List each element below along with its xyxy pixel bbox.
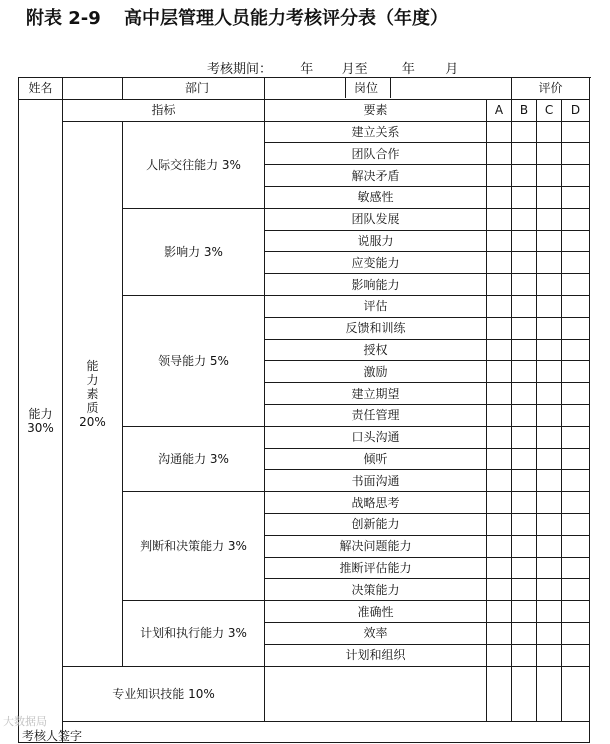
professional-element-cell	[265, 666, 487, 721]
rating-cell-d[interactable]	[562, 317, 590, 339]
rating-cell-d[interactable]	[562, 186, 590, 208]
signature-cell	[63, 721, 590, 743]
rating-cell-a[interactable]	[487, 383, 512, 405]
rating-cell-c[interactable]	[537, 492, 562, 514]
rating-cell-c[interactable]	[537, 644, 562, 666]
rating-cell-b[interactable]	[512, 426, 537, 448]
subcategory-char: 素	[86, 386, 99, 401]
element-cell: 决策能力	[265, 579, 487, 601]
element-cell: 计划和组织	[265, 644, 487, 666]
rating-cell-a[interactable]	[487, 361, 512, 383]
post-label-cell	[265, 78, 512, 100]
rating-cell-a[interactable]	[487, 513, 512, 535]
rating-cell-d[interactable]	[562, 339, 590, 361]
appendix-code: 附表 2-9	[26, 8, 101, 29]
element-cell: 口头沟通	[265, 426, 487, 448]
element-cell: 准确性	[265, 601, 487, 623]
element-row	[19, 121, 590, 143]
rating-cell-d[interactable]	[562, 383, 590, 405]
rating-cell-c[interactable]	[537, 361, 562, 383]
post-label: 岗位	[354, 81, 379, 96]
grade-header-b: B	[512, 99, 537, 121]
rating-cell-d[interactable]	[562, 666, 590, 721]
indicator-cell: 影响力 3%	[123, 208, 265, 295]
indicator-cell: 领导能力 5%	[123, 295, 265, 426]
rating-cell-d[interactable]	[562, 361, 590, 383]
element-cell: 推断评估能力	[265, 557, 487, 579]
rating-cell-a[interactable]	[487, 426, 512, 448]
period-month-2: 月	[445, 62, 459, 77]
rating-cell-c[interactable]	[537, 383, 562, 405]
evaluation-label: 评价	[512, 78, 590, 100]
rating-cell-c[interactable]	[537, 601, 562, 623]
indicator-header: 指标	[63, 99, 265, 121]
rating-cell-c[interactable]	[537, 448, 562, 470]
element-cell: 创新能力	[265, 513, 487, 535]
category-line-2: 30%	[27, 421, 54, 436]
rating-cell-b[interactable]	[512, 666, 537, 721]
department-value[interactable]	[265, 78, 346, 98]
rating-cell-c[interactable]	[537, 274, 562, 296]
rating-cell-b[interactable]	[512, 557, 537, 579]
period-month-1: 月至	[341, 62, 368, 77]
rating-cell-b[interactable]	[512, 208, 537, 230]
rating-cell-a[interactable]	[487, 186, 512, 208]
element-cell: 责任管理	[265, 404, 487, 426]
rating-cell-b[interactable]	[512, 535, 537, 557]
rating-cell-a[interactable]	[487, 535, 512, 557]
rating-cell-a[interactable]	[487, 317, 512, 339]
grade-header-c: C	[537, 99, 562, 121]
rating-cell-a[interactable]	[487, 165, 512, 187]
professional-skill-cell: 专业知识技能 10%	[63, 666, 265, 721]
rating-cell-d[interactable]	[562, 274, 590, 296]
grade-header-a: A	[487, 99, 512, 121]
subcategory-cell	[63, 121, 123, 666]
rating-cell-d[interactable]	[562, 448, 590, 470]
subcategory-char: 能	[86, 358, 99, 373]
rating-cell-d[interactable]	[562, 622, 590, 644]
rating-cell-b[interactable]	[512, 186, 537, 208]
rating-cell-a[interactable]	[487, 644, 512, 666]
element-cell: 建立期望	[265, 383, 487, 405]
element-cell: 效率	[265, 622, 487, 644]
department-label: 部门	[123, 78, 265, 100]
rating-cell-b[interactable]	[512, 622, 537, 644]
rating-cell-b[interactable]	[512, 274, 537, 296]
professional-row	[19, 666, 590, 721]
rating-cell-a[interactable]	[487, 666, 512, 721]
rating-cell-c[interactable]	[537, 557, 562, 579]
rating-cell-a[interactable]	[487, 339, 512, 361]
rating-cell-b[interactable]	[512, 513, 537, 535]
rating-cell-b[interactable]	[512, 644, 537, 666]
rating-cell-b[interactable]	[512, 317, 537, 339]
subcategory-char: 力	[86, 372, 99, 387]
element-cell: 应变能力	[265, 252, 487, 274]
rating-cell-c[interactable]	[537, 230, 562, 252]
rating-cell-d[interactable]	[562, 404, 590, 426]
rating-cell-b[interactable]	[512, 121, 537, 143]
rating-cell-b[interactable]	[512, 339, 537, 361]
rating-cell-c[interactable]	[537, 186, 562, 208]
post-value[interactable]	[390, 78, 511, 98]
rating-cell-b[interactable]	[512, 579, 537, 601]
period-label: 考核期间：	[207, 62, 273, 77]
element-cell: 激励	[265, 361, 487, 383]
rating-cell-c[interactable]	[537, 252, 562, 274]
element-header: 要素	[265, 99, 487, 121]
rating-cell-b[interactable]	[512, 230, 537, 252]
rating-cell-a[interactable]	[487, 252, 512, 274]
header-info-row	[19, 78, 590, 100]
rating-cell-c[interactable]	[537, 121, 562, 143]
signature-row	[19, 721, 590, 743]
rating-cell-c[interactable]	[537, 513, 562, 535]
rating-cell-a[interactable]	[487, 295, 512, 317]
rating-cell-a[interactable]	[487, 492, 512, 514]
element-cell: 解决问题能力	[265, 535, 487, 557]
rating-cell-c[interactable]	[537, 208, 562, 230]
element-cell: 团队合作	[265, 143, 487, 165]
rating-cell-b[interactable]	[512, 492, 537, 514]
rating-cell-c[interactable]	[537, 622, 562, 644]
rating-cell-a[interactable]	[487, 579, 512, 601]
rating-cell-a[interactable]	[487, 274, 512, 296]
rating-cell-a[interactable]	[487, 208, 512, 230]
rating-cell-b[interactable]	[512, 361, 537, 383]
subcategory-char: 质	[86, 400, 99, 415]
rating-cell-c[interactable]	[537, 535, 562, 557]
form-title-text: 高中层管理人员能力考核评分表（年度）	[124, 8, 448, 29]
element-cell: 说服力	[265, 230, 487, 252]
rating-cell-a[interactable]	[487, 230, 512, 252]
indicator-cell: 人际交往能力 3%	[123, 121, 265, 208]
rating-cell-a[interactable]	[487, 622, 512, 644]
element-cell: 评估	[265, 295, 487, 317]
rating-cell-d[interactable]	[562, 426, 590, 448]
rating-cell-d[interactable]	[562, 535, 590, 557]
grade-header-d: D	[562, 99, 590, 121]
category-line-1: 能力	[28, 407, 53, 422]
rating-cell-a[interactable]	[487, 143, 512, 165]
rating-cell-d[interactable]	[562, 644, 590, 666]
rating-cell-c[interactable]	[537, 339, 562, 361]
element-cell: 书面沟通	[265, 470, 487, 492]
rating-cell-b[interactable]	[512, 295, 537, 317]
element-cell: 授权	[265, 339, 487, 361]
rating-cell-c[interactable]	[537, 165, 562, 187]
rating-cell-d[interactable]	[562, 143, 590, 165]
rating-cell-c[interactable]	[537, 295, 562, 317]
rating-cell-c[interactable]	[537, 404, 562, 426]
rating-cell-d[interactable]	[562, 470, 590, 492]
rating-cell-b[interactable]	[512, 470, 537, 492]
subcategory-percent: 20%	[79, 414, 106, 429]
indicator-cell: 判断和决策能力 3%	[123, 492, 265, 601]
name-label: 姓名	[19, 78, 63, 100]
element-cell: 解决矛盾	[265, 165, 487, 187]
rating-cell-b[interactable]	[512, 143, 537, 165]
rating-cell-d[interactable]	[562, 513, 590, 535]
rating-cell-c[interactable]	[537, 317, 562, 339]
rating-cell-b[interactable]	[512, 165, 537, 187]
column-header-row	[19, 99, 590, 121]
rating-cell-d[interactable]	[562, 295, 590, 317]
rating-cell-b[interactable]	[512, 404, 537, 426]
assessment-period	[207, 58, 458, 77]
element-cell: 建立关系	[265, 121, 487, 143]
rating-cell-d[interactable]	[562, 121, 590, 143]
rating-cell-d[interactable]	[562, 252, 590, 274]
rating-cell-d[interactable]	[562, 601, 590, 623]
rating-cell-b[interactable]	[512, 383, 537, 405]
element-cell: 团队发展	[265, 208, 487, 230]
rating-cell-d[interactable]	[562, 165, 590, 187]
rating-cell-d[interactable]	[562, 557, 590, 579]
rating-cell-d[interactable]	[562, 230, 590, 252]
rating-cell-c[interactable]	[537, 470, 562, 492]
rating-cell-c[interactable]	[537, 143, 562, 165]
form-title	[26, 6, 448, 32]
rating-cell-a[interactable]	[487, 448, 512, 470]
rating-cell-b[interactable]	[512, 601, 537, 623]
rating-cell-d[interactable]	[562, 492, 590, 514]
rating-cell-a[interactable]	[487, 601, 512, 623]
element-cell: 战略思考	[265, 492, 487, 514]
rating-cell-d[interactable]	[562, 579, 590, 601]
indicator-cell: 计划和执行能力 3%	[123, 601, 265, 666]
indicator-cell: 沟通能力 3%	[123, 426, 265, 491]
name-value-cell[interactable]	[63, 78, 123, 100]
period-year-1: 年	[300, 62, 314, 77]
evaluation-table	[18, 77, 590, 743]
rating-cell-c[interactable]	[537, 666, 562, 721]
rating-cell-a[interactable]	[487, 404, 512, 426]
footer-signature-label: 考核人签字	[22, 729, 83, 743]
category-cell	[19, 99, 63, 743]
rating-cell-a[interactable]	[487, 121, 512, 143]
element-cell: 敏感性	[265, 186, 487, 208]
rating-cell-c[interactable]	[537, 426, 562, 448]
element-cell: 反馈和训练	[265, 317, 487, 339]
element-cell: 倾听	[265, 448, 487, 470]
rating-cell-d[interactable]	[562, 208, 590, 230]
rating-cell-a[interactable]	[487, 557, 512, 579]
element-cell: 影响能力	[265, 274, 487, 296]
rating-cell-b[interactable]	[512, 448, 537, 470]
rating-cell-c[interactable]	[537, 579, 562, 601]
period-year-2: 年	[401, 62, 415, 77]
rating-cell-a[interactable]	[487, 470, 512, 492]
rating-cell-b[interactable]	[512, 252, 537, 274]
watermark: 大数据局	[3, 715, 47, 728]
